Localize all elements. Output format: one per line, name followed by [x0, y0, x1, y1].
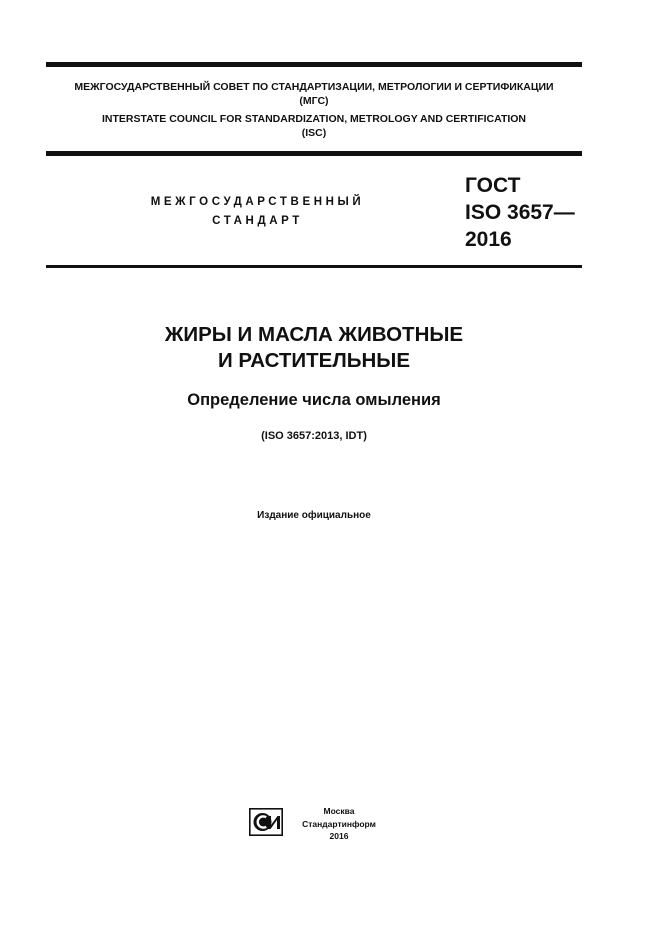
- designation-line3: 2016: [465, 228, 512, 251]
- council-ru-name: МЕЖГОСУДАРСТВЕННЫЙ СОВЕТ ПО СТАНДАРТИЗАЦИИ, МЕТРОЛОГИИ И СЕРТИФИКАЦИИ: [74, 81, 554, 93]
- standard-type: [130, 193, 385, 231]
- council-en-name: INTERSTATE COUNCIL FOR STANDARDIZATION, METROLOGY AND CERTIFICATION: [101, 113, 527, 125]
- council-ru-block: [46, 80, 582, 108]
- publisher-year: 2016: [329, 831, 349, 841]
- iso-reference: (ISO 3657:2013, IDT): [261, 430, 367, 442]
- council-en-block: [46, 112, 582, 140]
- title-line1: ЖИРЫ И МАСЛА ЖИВОТНЫЕ: [164, 323, 464, 346]
- publisher-city: Москва: [323, 806, 355, 816]
- document-subtitle: Определение числа омыления: [187, 391, 441, 409]
- designation-line1: ГОСТ: [465, 174, 521, 197]
- standard-type-line1: МЕЖГОСУДАРСТВЕННЫЙ: [150, 196, 365, 208]
- publisher-name: Стандартинформ: [302, 818, 376, 829]
- designation-line2: ISO 3657—: [465, 201, 575, 224]
- council-ru-abbr: (МГС): [299, 95, 329, 107]
- designation-divider: [46, 265, 582, 268]
- council-en-abbr: (ISC): [301, 127, 327, 139]
- edition-note: Издание официальное: [257, 510, 371, 521]
- standard-designation: [465, 172, 575, 253]
- standard-type-line2: СТАНДАРТ: [212, 215, 303, 227]
- document-title: [46, 322, 582, 374]
- publisher-block: [296, 805, 382, 843]
- standartinform-logo-icon: [249, 808, 283, 836]
- title-line2: И РАСТИТЕЛЬНЫЕ: [217, 349, 410, 372]
- header-divider: [46, 151, 582, 156]
- top-divider: [46, 62, 582, 67]
